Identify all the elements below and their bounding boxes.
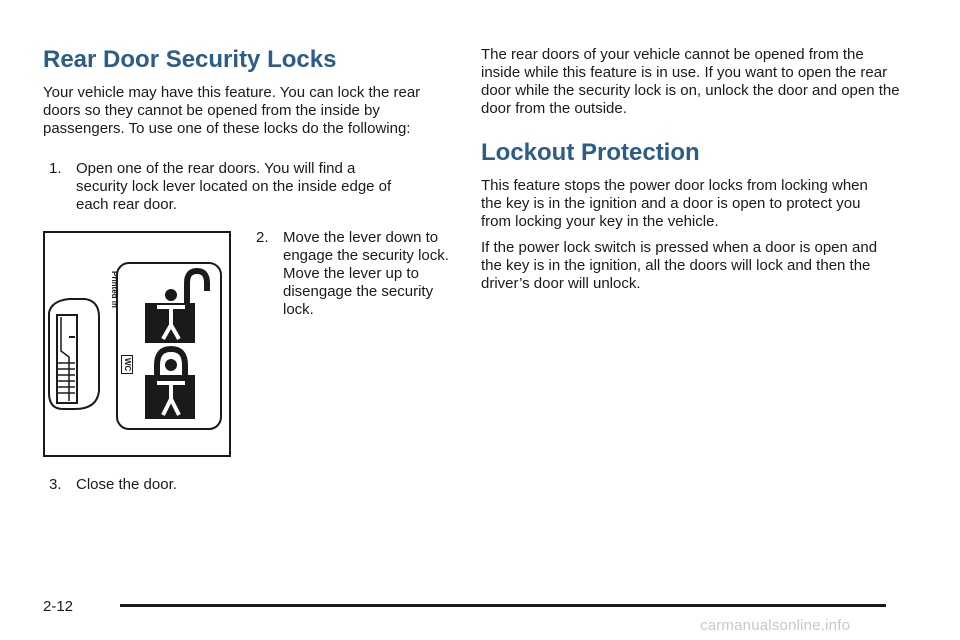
- wc-label: WC: [121, 355, 133, 374]
- security-lock-illustration: [43, 231, 231, 457]
- step-text: Close the door.: [76, 476, 177, 493]
- watermark: carmanualsonline.info: [700, 617, 851, 634]
- step-number: 1.: [49, 160, 62, 177]
- step-text: Move the lever down to engage the security lock. Move the lever up to disengage the security lock.: [283, 229, 449, 318]
- page-title: Rear Door Security Locks: [43, 46, 337, 73]
- locked-child-icon: [145, 349, 195, 419]
- unlocked-child-icon: [145, 271, 207, 343]
- lockout-paragraph-2: If the power lock switch is pressed when a door is open and the key is in the ignition, all the doors will lock and then the driver’s door will unlock.: [481, 239, 878, 292]
- printed-in-label: Printed in: [110, 271, 119, 308]
- step-number: 2.: [256, 229, 269, 246]
- footer-rule: [120, 604, 886, 607]
- step-text: Open one of the rear doors. You will find a security lock lever located on the inside edge of each rear door.: [76, 160, 392, 213]
- lockout-paragraph-1: This feature stops the power door locks from locking when the key is in the ignition and a door is open to protect you from locking your key in the vehicle.: [481, 177, 868, 230]
- right-intro-paragraph: The rear doors of your vehicle cannot be opened from the inside while this feature is in use. If you want to open the rear door while the security lock is on, unlock the door and open the door from the outside.: [481, 46, 900, 117]
- step-number: 3.: [49, 476, 62, 493]
- page-number: 2-12: [43, 598, 74, 615]
- intro-paragraph: Your vehicle may have this feature. You can lock the rear doors so they cannot be opened from the inside by passengers. To use one of these locks do the following:: [43, 84, 421, 137]
- lock-lever-icon: [49, 299, 99, 409]
- section-heading: Lockout Protection: [481, 139, 700, 166]
